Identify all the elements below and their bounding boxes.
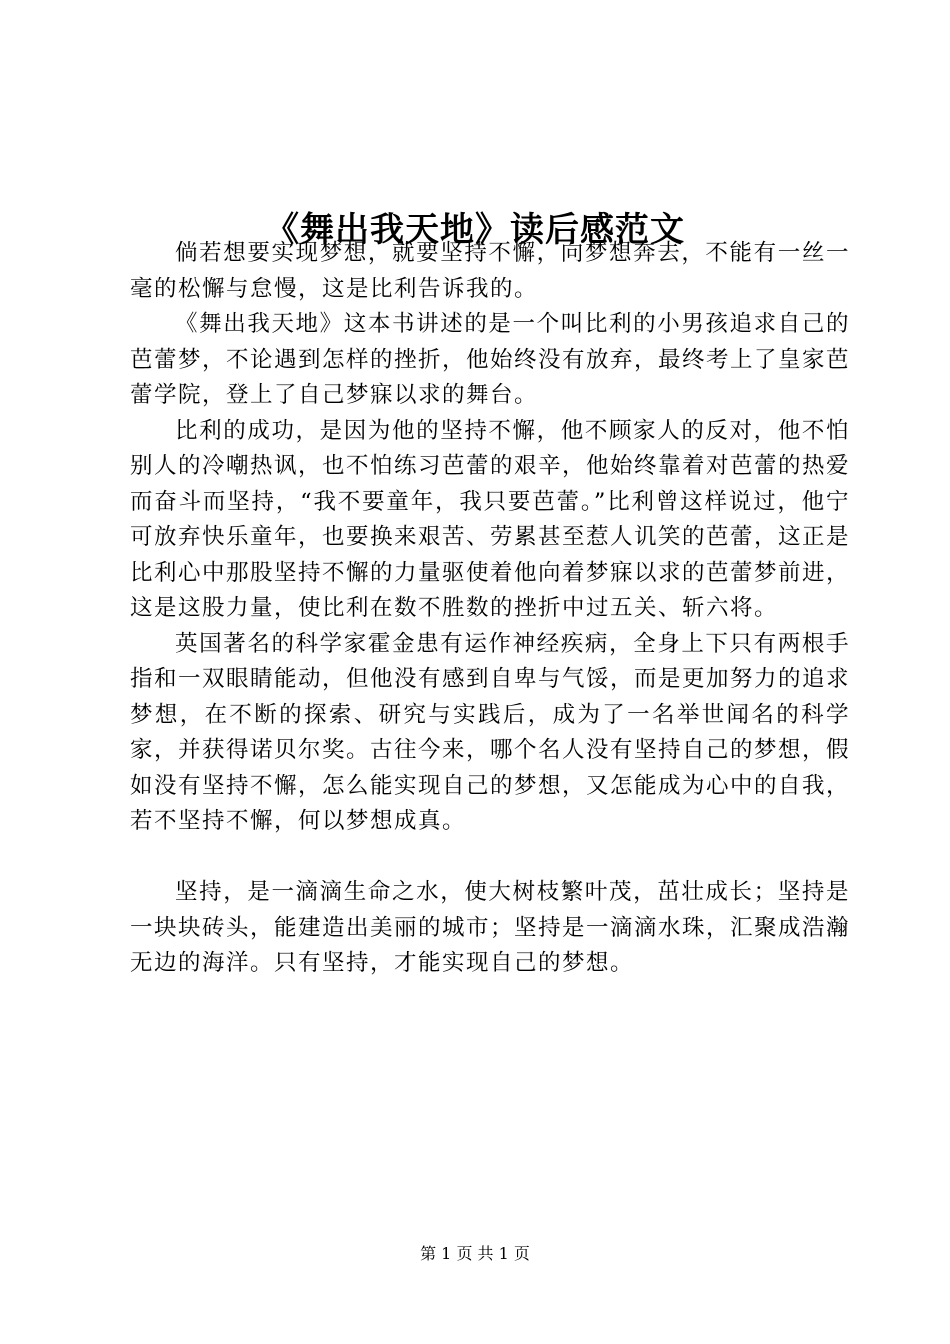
paragraph-4: 英国著名的科学家霍金患有运作神经疾病，全身上下只有两根手指和一双眼睛能动，但他没有感到自卑与气馁，而是更加努力的追求梦想，在不断的探索、研究与实践后，成为了一名举世闻名的科学家，并获得诺贝尔奖。古往今来，哪个名人没有坚持自己的梦想，假如没有坚持不懈，怎么能实现自己的梦想，又怎能成为心中的自我，若不坚持不懈，何以梦想成真。 xyxy=(130,630,851,834)
document-title: 《舞出我天地》读后感范文 xyxy=(265,209,685,250)
paragraph-2: 《舞出我天地》这本书讲述的是一个叫比利的小男孩追求自己的芭蕾梦，不论遇到怎样的挫折，他始终没有放弃，最终考上了皇家芭蕾学院，登上了自己梦寐以求的舞台。 xyxy=(130,311,851,408)
document-body xyxy=(130,236,850,982)
paragraph-1: 倘若想要实现梦想，就要坚持不懈，向梦想奔去，不能有一丝一毫的松懈与怠慢，这是比利告诉我的。 xyxy=(130,240,850,302)
paragraph-3: 比利的成功，是因为他的坚持不懈，他不顾家人的反对，他不怕别人的冷嘲热讽，也不怕练习芭蕾的艰辛，他始终靠着对芭蕾的热爱而奋斗而坚持，“我不要童年，我只要芭蕾。”比利曾这样说过，他宁可放弃快乐童年，也要换来艰苦、劳累甚至惹人讥笑的芭蕾，这正是比利心中那股坚持不懈的力量驱使着他向着梦寐以求的芭蕾梦前进，这是这股力量，使比利在数不胜数的挫折中过五关、斩六将。 xyxy=(130,417,851,621)
paragraph-5: 坚持，是一滴滴生命之水，使大树枝繁叶茂，茁壮成长；坚持是一块块砖头，能建造出美丽的城市；坚持是一滴滴水珠，汇聚成浩瀚无边的海洋。只有坚持，才能实现自己的梦想。 xyxy=(130,879,851,976)
page-footer: 第 1 页 共 1 页 xyxy=(420,1244,530,1263)
